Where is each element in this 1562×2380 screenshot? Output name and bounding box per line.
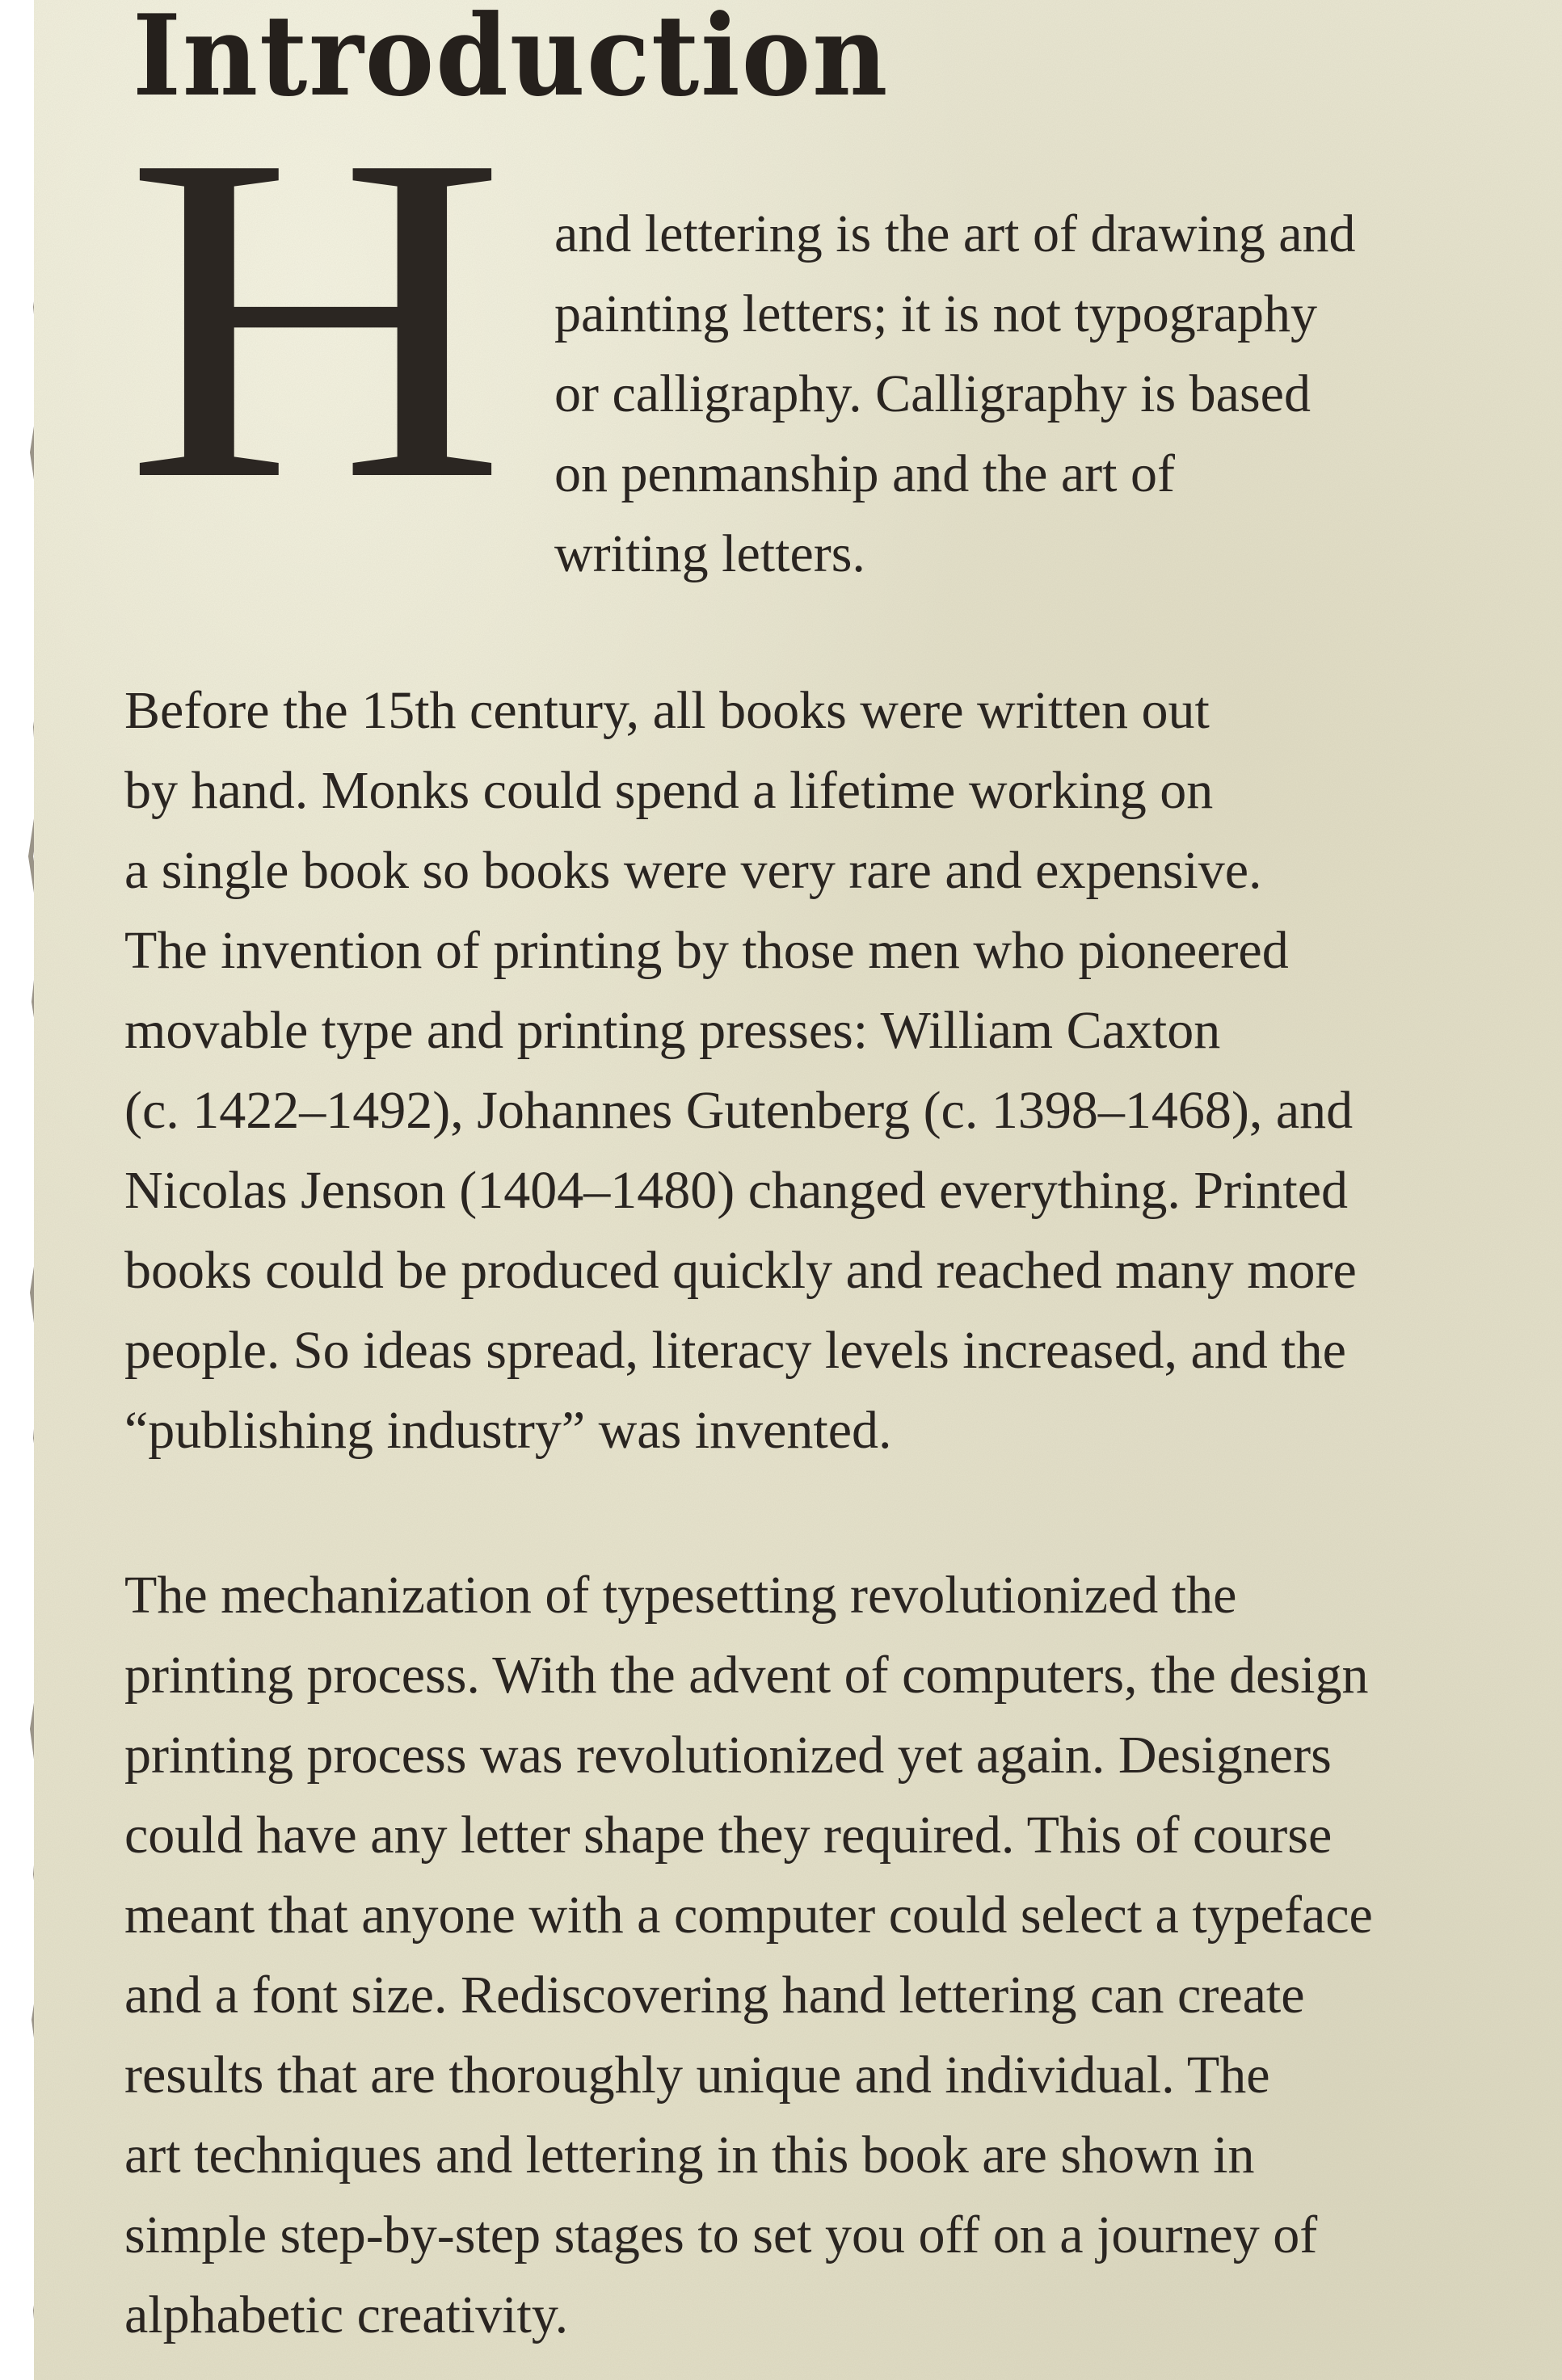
paragraph-line: and a font size. Rediscovering hand lettering can create — [124, 1966, 1305, 2025]
paragraph-line: results that are thoroughly unique and individual. The — [124, 2046, 1270, 2105]
paragraph-history — [124, 671, 1562, 1470]
paragraph-mechanization — [124, 1555, 1562, 2355]
paragraph-line: by hand. Monks could spend a lifetime working on — [124, 761, 1214, 820]
paragraph-line: art techniques and lettering in this book are shown in — [124, 2126, 1255, 2184]
paragraph-line: “publishing industry” was invented. — [124, 1401, 892, 1460]
paragraph-line: (c. 1422–1492), Johannes Gutenberg (c. 1398–1468), and — [124, 1081, 1354, 1140]
paper-background — [34, 0, 1562, 2380]
paragraph-line: Before the 15th century, all books were written out — [124, 681, 1210, 740]
paragraph-line: could have any letter shape they required. This of course — [124, 1806, 1333, 1865]
paragraph-line: meant that anyone with a computer could select a typeface — [124, 1886, 1373, 1945]
intro-text — [554, 194, 1562, 594]
paragraph-line: alphabetic creativity. — [124, 2285, 569, 2344]
paragraph-line: simple step-by-step stages to set you off on a journey of — [124, 2205, 1318, 2264]
page-title: Introduction — [133, 0, 890, 121]
paragraph-line: people. So ideas spread, literacy levels increased, and the — [124, 1321, 1346, 1380]
paragraph-line: movable type and printing presses: William Caxton — [124, 1001, 1221, 1060]
drop-cap-letter: H — [124, 58, 507, 577]
intro-line: writing letters. — [554, 524, 865, 583]
intro-line: painting letters; it is not typography — [554, 284, 1318, 343]
intro-line: or calligraphy. Calligraphy is based — [554, 364, 1311, 423]
paragraph-line: a single book so books were very rare and expensive. — [124, 841, 1262, 900]
paragraph-line: The invention of printing by those men who pioneered — [124, 921, 1289, 980]
paragraph-line: The mechanization of typesetting revolutionized the — [124, 1566, 1237, 1625]
intro-line: on penmanship and the art of — [554, 444, 1175, 503]
paragraph-line: printing process was revolutionized yet again. Designers — [124, 1726, 1332, 1785]
paragraph-line: printing process. With the advent of computers, the design — [124, 1646, 1369, 1705]
intro-line: and lettering is the art of drawing and — [554, 204, 1356, 263]
paragraph-line: Nicolas Jenson (1404–1480) changed everything. Printed — [124, 1161, 1349, 1220]
paragraph-line: books could be produced quickly and reached many more — [124, 1241, 1357, 1300]
